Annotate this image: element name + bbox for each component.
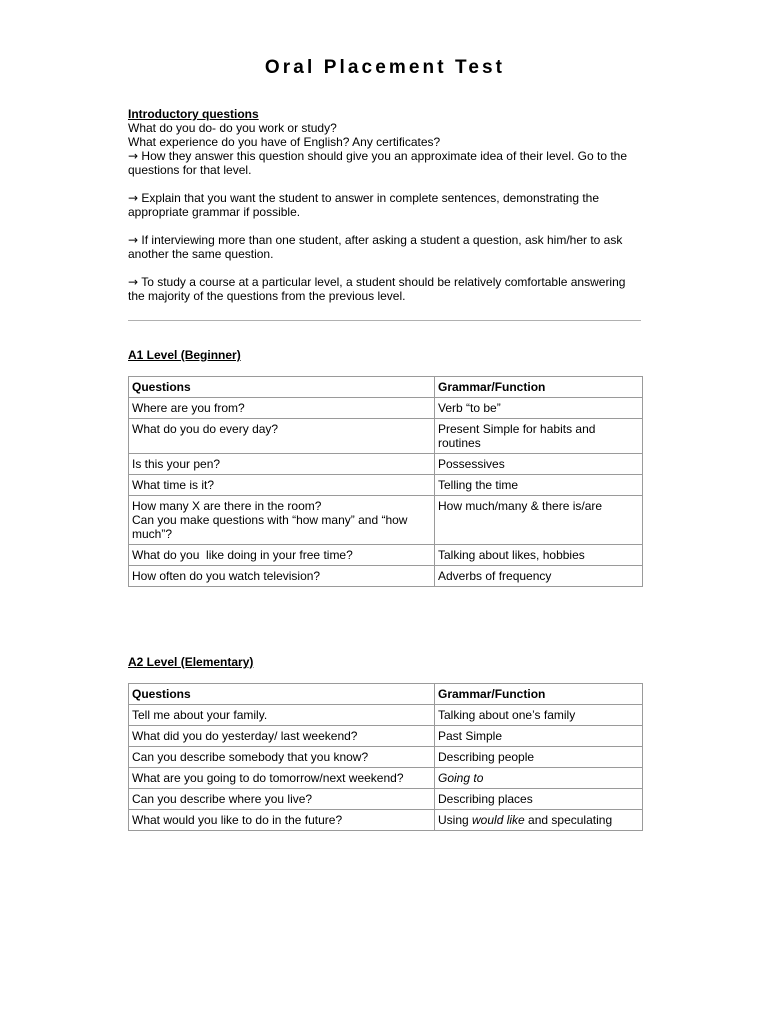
question-cell: What time is it? [129,475,435,496]
arrow-icon: → [128,149,139,163]
table-row [129,496,643,545]
column-header-questions: Questions [129,377,435,398]
intro-question: What do you do- do you work or study? [128,121,337,135]
arrow-icon: → [128,191,139,205]
question-cell: Tell me about your family. [129,705,435,726]
a1-heading: A1 Level (Beginner) [128,348,241,362]
grammar-cell: Talking about likes, hobbies [435,545,643,566]
a2-table [128,683,643,831]
question-cell: Is this your pen? [129,454,435,475]
grammar-cell: Describing places [435,789,643,810]
grammar-cell: Telling the time [435,475,643,496]
intro-note [128,233,642,261]
intro-section [128,107,642,303]
intro-note [128,149,642,177]
grammar-cell: Possessives [435,454,643,475]
question-cell: What do you do every day? [129,419,435,454]
table-row [129,747,643,768]
intro-note-text: To study a course at a particular level, a student should be relatively comfortable answering the majority of the questions from the previous level. [128,275,626,303]
intro-note [128,191,642,219]
table-row [129,810,643,831]
grammar-cell: Talking about one’s family [435,705,643,726]
page-title: Oral Placement Test [264,57,506,78]
arrow-icon: → [128,275,139,289]
grammar-cell: Adverbs of frequency [435,566,643,587]
grammar-cell: Describing people [435,747,643,768]
question-text: Can you make questions with “how many” and “how much”? [132,513,408,541]
question-cell [129,496,435,545]
question-text: How many X are there in the room? [132,499,322,513]
table-row [129,566,643,587]
table-row [129,475,643,496]
grammar-cell: Present Simple for habits and routines [435,419,643,454]
table-row [129,726,643,747]
table-header-row [129,377,643,398]
table-row [129,545,643,566]
intro-heading: Introductory questions [128,107,259,121]
table-row [129,705,643,726]
a1-table [128,376,643,587]
question-cell: Can you describe where you live? [129,789,435,810]
question-cell: Where are you from? [129,398,435,419]
arrow-icon: → [128,233,139,247]
table-row [129,768,643,789]
question-cell: What are you going to do tomorrow/next weekend? [129,768,435,789]
grammar-cell [435,810,643,831]
intro-note-text: If interviewing more than one student, after asking a student a question, ask him/her to ask another the same question. [128,233,623,261]
section-divider [128,320,641,321]
grammar-text: Using [438,813,473,827]
table-row [129,398,643,419]
table-row [129,454,643,475]
intro-question: What experience do you have of English? Any certificates? [128,135,441,149]
table-row [129,419,643,454]
grammar-cell: Past Simple [435,726,643,747]
column-header-grammar: Grammar/Function [435,684,643,705]
intro-note [128,275,642,303]
intro-note-text: How they answer this question should give you an approximate idea of their level. Go to the questions for that level. [128,149,628,177]
grammar-cell: Going to [435,768,643,789]
grammar-text: and speculating [524,813,613,827]
question-cell: What would you like to do in the future? [129,810,435,831]
a2-heading: A2 Level (Elementary) [128,655,254,669]
question-cell: How often do you watch television? [129,566,435,587]
grammar-cell: How much/many & there is/are [435,496,643,545]
table-row [129,789,643,810]
column-header-grammar: Grammar/Function [435,377,643,398]
question-cell: What do you like doing in your free time? [129,545,435,566]
intro-note-text: Explain that you want the student to answer in complete sentences, demonstrating the appropriate grammar if possible. [128,191,600,219]
grammar-cell: Verb “to be” [435,398,643,419]
question-cell: What did you do yesterday/ last weekend? [129,726,435,747]
table-header-row [129,684,643,705]
question-cell: Can you describe somebody that you know? [129,747,435,768]
column-header-questions: Questions [129,684,435,705]
grammar-emphasis: would like [472,813,525,827]
